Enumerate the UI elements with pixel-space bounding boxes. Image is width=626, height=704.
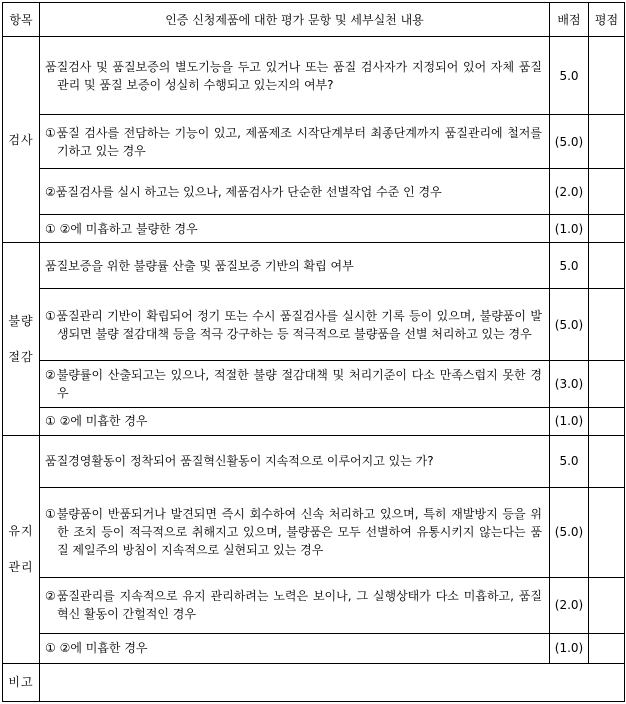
criterion-text: ①불량품이 반품되거나 발견되면 즉시 회수하여 신속 처리하고 있으며, 특히 재발방지 등을 위한 조치 등이 적극적으로 취해지고 있으며, 불량품은 모두 선별하여 유통시키지 않는다는 품질 제일주의 방침이 지속적으로 실현되고 있는 경우 <box>40 487 550 577</box>
evaluation-cell[interactable] <box>589 115 625 169</box>
category-defect-reduction <box>3 243 40 435</box>
criterion-text: 품질검사 및 품질보증의 별도기능을 두고 있거나 또는 품질 검사자가 지정되어 있어 자체 품질 관리 및 품질 보증이 성실히 수행되고 있는지의 여부? <box>40 37 550 115</box>
evaluation-cell[interactable] <box>589 435 625 487</box>
evaluation-cell[interactable] <box>589 361 625 407</box>
category-label-line2: 절감 <box>8 349 34 364</box>
evaluation-cell[interactable] <box>589 633 625 663</box>
score-cell: (3.0) <box>550 361 589 407</box>
evaluation-cell[interactable] <box>589 169 625 215</box>
criterion-text: ① ②에 미흡하고 불량한 경우 <box>40 215 550 243</box>
score-cell: (2.0) <box>550 169 589 215</box>
criterion-text: ① ②에 미흡한 경우 <box>40 633 550 663</box>
evaluation-cell[interactable] <box>589 37 625 115</box>
table-header-row <box>3 3 625 37</box>
score-cell: (1.0) <box>550 407 589 435</box>
table-row <box>3 243 625 289</box>
category-label-line2: 관리 <box>8 560 34 575</box>
evaluation-cell[interactable] <box>589 243 625 289</box>
criterion-text: ②불량률이 산출되고는 있으나, 적절한 불량 절감대책 및 처리기준이 다소 만족스럽지 못한 경우 <box>40 361 550 407</box>
remarks-row <box>3 663 625 701</box>
table-row <box>3 37 625 115</box>
evaluation-cell[interactable] <box>589 577 625 633</box>
score-cell: 5.0 <box>550 37 589 115</box>
criterion-text: ① ②에 미흡한 경우 <box>40 407 550 435</box>
criterion-text: ②품질검사를 실시 하고는 있으나, 제품검사가 단순한 선별작업 수준 인 경우 <box>40 169 550 215</box>
evaluation-table <box>2 2 625 702</box>
table-row <box>3 633 625 663</box>
table-row <box>3 577 625 633</box>
table-row <box>3 487 625 577</box>
category-label-line1: 유지 <box>8 524 34 539</box>
category-inspection <box>3 37 40 243</box>
table-row <box>3 115 625 169</box>
score-cell: (5.0) <box>550 289 589 361</box>
criterion-text: ①품질 검사를 전담하는 기능이 있고, 제품제조 시작단계부터 최종단계까지 품질관리에 철저를 기하고 있는 경우 <box>40 115 550 169</box>
evaluation-cell[interactable] <box>589 407 625 435</box>
table-row <box>3 407 625 435</box>
header-evaluation: 평점 <box>589 3 625 37</box>
category-maintenance <box>3 435 40 663</box>
table-row <box>3 169 625 215</box>
score-cell: (1.0) <box>550 633 589 663</box>
remarks-label: 비고 <box>3 663 40 701</box>
table-row <box>3 289 625 361</box>
evaluation-cell[interactable] <box>589 215 625 243</box>
score-cell: 5.0 <box>550 435 589 487</box>
evaluation-cell[interactable] <box>589 289 625 361</box>
criterion-text: ①품질관리 기반이 확립되어 정기 또는 수시 품질검사를 실시한 기록 등이 있으며, 불량품이 발생되면 불량 절감대책 등을 적극 강구하는 등 적극적으로 불량품을 선별 처리하고 있는 경우 <box>40 289 550 361</box>
score-cell: (2.0) <box>550 577 589 633</box>
header-category: 항목 <box>3 3 40 37</box>
score-cell: 5.0 <box>550 243 589 289</box>
table-row <box>3 215 625 243</box>
header-score: 배점 <box>550 3 589 37</box>
header-content: 인증 신청제품에 대한 평가 문항 및 세부실천 내용 <box>40 3 550 37</box>
score-cell: (5.0) <box>550 115 589 169</box>
evaluation-cell[interactable] <box>589 487 625 577</box>
remarks-field[interactable] <box>40 663 625 701</box>
category-label-line1: 불량 <box>8 313 34 328</box>
score-cell: (1.0) <box>550 215 589 243</box>
criterion-text: ②품질관리를 지속적으로 유지 관리하려는 노력은 보이나, 그 실행상태가 다소 미흡하고, 품질혁신 활동이 간헐적인 경우 <box>40 577 550 633</box>
criterion-text: 품질보증을 위한 불량률 산출 및 품질보증 기반의 확립 여부 <box>40 243 550 289</box>
criterion-text: 품질경영활동이 정착되어 품질혁신활동이 지속적으로 이루어지고 있는 가? <box>40 435 550 487</box>
score-cell: (5.0) <box>550 487 589 577</box>
table-row <box>3 435 625 487</box>
table-row <box>3 361 625 407</box>
category-label: 검사 <box>8 132 34 147</box>
